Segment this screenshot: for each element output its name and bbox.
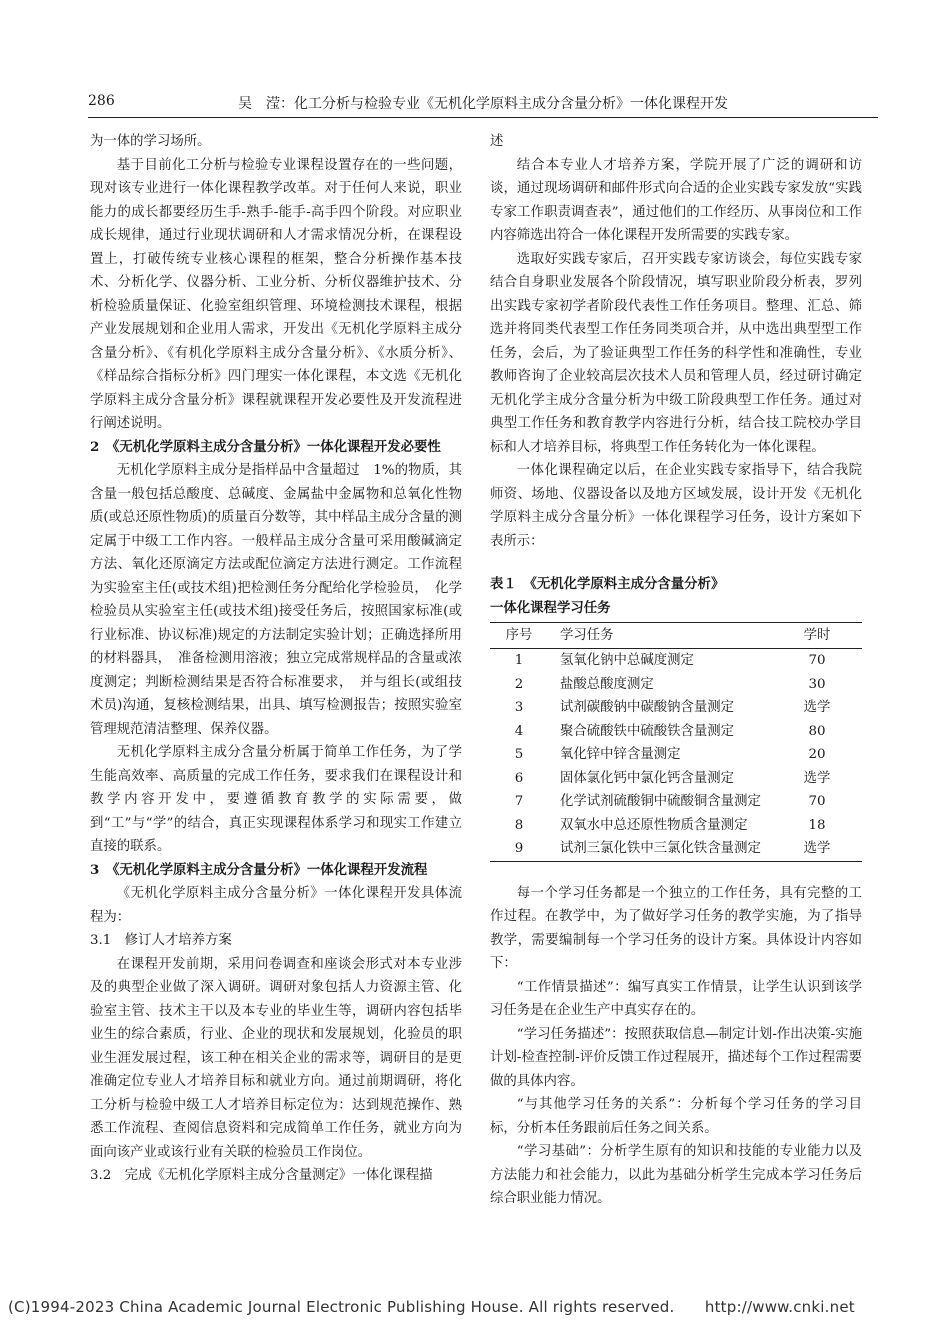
cell-task: 聚合硫酸铁中硫酸铁含量测定 [560,723,735,739]
paragraph-relation: “与其他学习任务的关系”：分析每个学习任务的学习目标，分析本任务跟前后任务之间关系。 [490,1097,862,1136]
cell-hours: 70 [808,653,826,668]
table-row [490,673,862,697]
cell-hours: 选学 [772,837,862,861]
cell-number: 2 [514,676,524,692]
left-column [90,130,462,1188]
table-row [490,720,862,744]
paragraph-definition: 无机化学原料主成分是指样品中含量超过 1%的物质，其含量一般包括总酸度、总碱度、金属盐中金属物和总氧化性物质(或总还原性物质)的质量百分数等，其中样品主成分含量的测定属于中级工工作内容。一般样品主成分含量可采用酸碱滴定方法、氧化还原滴定方法或配位滴定方法进行测定。工作流程为实验室主任(或技术组)把检测任务分配给化学检验员， 化学检验员从实验室主任(或技术组)接受任务后，按照国家标准(或行业标准、协议标准)规定的方法制定实验计划；正确选择所用的材料器具， 准备检测用溶液；独立完成常规样品的含量或浓度测定；判断检测结果是否符合标准要求， 并与组长(或组技术员)沟通，复核检测结果，出具、填写检测报告；按照实验室管理规范清洁整理、保养仪器。 [90,463,462,737]
cell-number: 5 [514,747,524,762]
paragraph-survey: 在课程开发前期，采用问卷调查和座谈会形式对本专业涉及的典型企业做了深入调研。调研对象包括人力资源主管、化验室主管、技术主干以及本专业的毕业生等，调研内容包括毕业生的综合素质，行业、企业的现状和发展规划，化验员的职业生涯发展过程，该工种在相关企业的需求等，调研目的是更准确定位专业人才培养目标和就业方向。通过前期调研，将化工分析与检验中级工人才培养目标定位为：达到规范操作、熟悉工作流程、查阅信息资料和完成简单工作任务，就业方向为面向该产业或该行业有关联的检验员工作岗位。 [90,956,462,1160]
cell-task: 盐酸总酸度测定 [560,676,654,692]
cell-number: 7 [514,794,524,809]
subsection-3-1-heading: 3.1 修订人才培养方案 [90,933,232,948]
table-row [490,837,862,861]
cell-hours: 30 [808,676,826,692]
paragraph-task-description: “学习任务描述”：按照获取信息—制定计划-作出决策-实施计划-检查控制-评价反馈工作过程展开，描述每个工作过程需要做的具体内容。 [490,1026,862,1089]
paragraph-intro-end: 为一体的学习场所。 [90,134,211,149]
cell-number: 9 [490,837,548,861]
paragraph-continuation: 述 [490,134,504,149]
cell-hours: 选学 [803,700,831,715]
page-number: 286 [88,93,115,109]
paragraph-visit: 结合本专业人才培养方案，学院开展了广泛的调研和访谈，通过现场调研和邮件形式向合适的企业实践专家发放“实践专家工作职责调查表”，通过他们的工作经历、从事岗位和工作内容筛选出符合一体化课程开发所需要的实践专家。 [490,157,862,243]
running-header [88,93,878,117]
header-task: 学习任务 [548,623,772,649]
table-row [490,767,862,791]
cell-hours: 20 [808,747,826,762]
design-content-block [490,882,862,1211]
cell-hours: 70 [808,794,826,809]
paragraph-simple-task: 无机化学原料主成分含量分析属于简单工作任务，为了学生能高效率、高质量的完成工作任务，要求我们在课程设计和教学内容开发中，要遵循教育教学的实际需要，做到“工”与“学”的结合，真正实现课程体系学习和现实工作建立直接的联系。 [90,745,462,854]
cell-task: 试剂三氯化铁中三氯化铁含量测定 [548,837,772,861]
section-2-heading: 2 《无机化学原料主成分含量分析》一体化课程开发必要性 [90,438,441,455]
cell-number: 6 [514,770,524,786]
cell-task: 试剂碳酸钠中碳酸钠含量测定 [560,700,735,715]
table-row [490,814,862,838]
header-hours: 学时 [772,623,862,649]
paragraph-reform: 基于目前化工分析与检验专业课程设置存在的一些问题，现对该专业进行一体化课程教学改革。对于任何人来说，职业能力的成长都要经历生手-熟手-能手-高手四个阶段。对应职业成长规律，通过行业现状调研和人才需求情况分析，在课程设置上，打破传统专业核心课程的框架，整合分析操作基本技术、分析化学、仪器分析、工业分析、分析仪器维护技术、分析检验质量保证、化验室组织管理、环境检测技术课程，根据产业发展规划和企业用人需求，开发出《无机化学原料主成分含量分析》、《有机化学原料主成分含量分析》、《水质分析》、《样品综合指标分析》四门理实一体化课程，本文选《无机化学原料主成分含量分析》课程就课程开发必要性及开发流程进行阐述说明。 [90,157,462,431]
cell-number: 4 [514,723,524,739]
table-caption-line-2: 一体化课程学习任务 [490,599,611,616]
cell-number: 8 [514,817,524,833]
table-header-row [490,623,862,649]
header-number: 序号 [490,623,548,649]
cell-hours: 18 [808,817,826,833]
table-row [490,743,862,767]
paragraph-design: 一体化课程确定以后，在企业实践专家指导下，结合我院师资、场地、仪器设备以及地方区域发展，设计开发《无机化学原料主成分含量分析》一体化课程学习任务，设计方案如下表所示： [490,463,862,549]
paragraph-meeting: 选取好实践专家后，召开实践专家访谈会，每位实践专家结合自身职业发展各个阶段情况，填写职业阶段分析表，罗列出实践专家初学者阶段代表性工作任务项目。整理、汇总、筛选并将同类代表型工作任务同类项合并，从中选出典型型工作任务，会后，为了验证典型工作任务的科学性和准确性，专业教师咨询了企业较高层次技术人员和管理人员，经过研讨确定无机化学主成分含量分析为中级工阶段典型工作任务。通过对典型工作任务和教育教学内容进行分析，结合技工院校办学目标和人才培养目标，将典型工作任务转化为一体化课程。 [490,251,862,455]
table-row [490,649,862,673]
cell-task: 氢氧化钠中总碱度测定 [560,653,694,668]
table-caption-line-1: 表１ 《无机化学原料主成分含量分析》 [490,576,725,592]
cell-hours: 80 [808,723,826,739]
table-caption [490,573,862,620]
table-row [490,696,862,720]
cell-number: 1 [514,653,524,668]
cell-task: 化学试剂硫酸铜中硫酸铜含量测定 [560,794,761,809]
cell-number: 3 [514,700,524,715]
copyright-footer: (C)1994-2023 China Academic Journal Electronic Publishing House. All rights reserved. http://www.cnki.net [8,1298,855,1316]
paragraph-each-task: 每一个学习任务都是一个独立的工作任务，具有完整的工作过程。在教学中，为了做好学习任务的教学实施，为了指导教学，需要编制每一个学习任务的设计方案。具体设计内容如下： [490,885,862,971]
cell-hours: 选学 [803,770,831,786]
paragraph-scenario: “工作情景描述”：编写真实工作情景，让学生认识到该学习任务是在企业生产中真实存在的。 [490,979,862,1018]
table-row [490,790,862,814]
subsection-3-2-heading: 3.2 完成《无机化学原料主成分含量测定》一体化课程描 [90,1168,433,1183]
section-3-heading: 3 《无机化学原料主成分含量分析》一体化课程开发流程 [90,861,428,878]
cell-task: 双氧水中总还原性物质含量测定 [560,817,748,833]
cell-task: 固体氯化钙中氯化钙含量测定 [560,770,735,786]
running-title: 吴 滢：化工分析与检验专业《无机化学原料主成分含量分析》一体化课程开发 [238,96,728,112]
right-column [490,130,862,1211]
paragraph-flow: 《无机化学原料主成分含量分析》一体化课程开发具体流程为： [90,886,462,925]
paragraph-learning-basis: “学习基础”：分析学生原有的知识和技能的专业能力以及方法能力和社会能力，以此为基础分析学生完成本学习任务后综合职业能力情况。 [490,1144,862,1206]
header-rule [88,117,878,118]
cell-task: 氧化锌中锌含量测定 [560,747,681,762]
learning-task-table [490,622,862,862]
